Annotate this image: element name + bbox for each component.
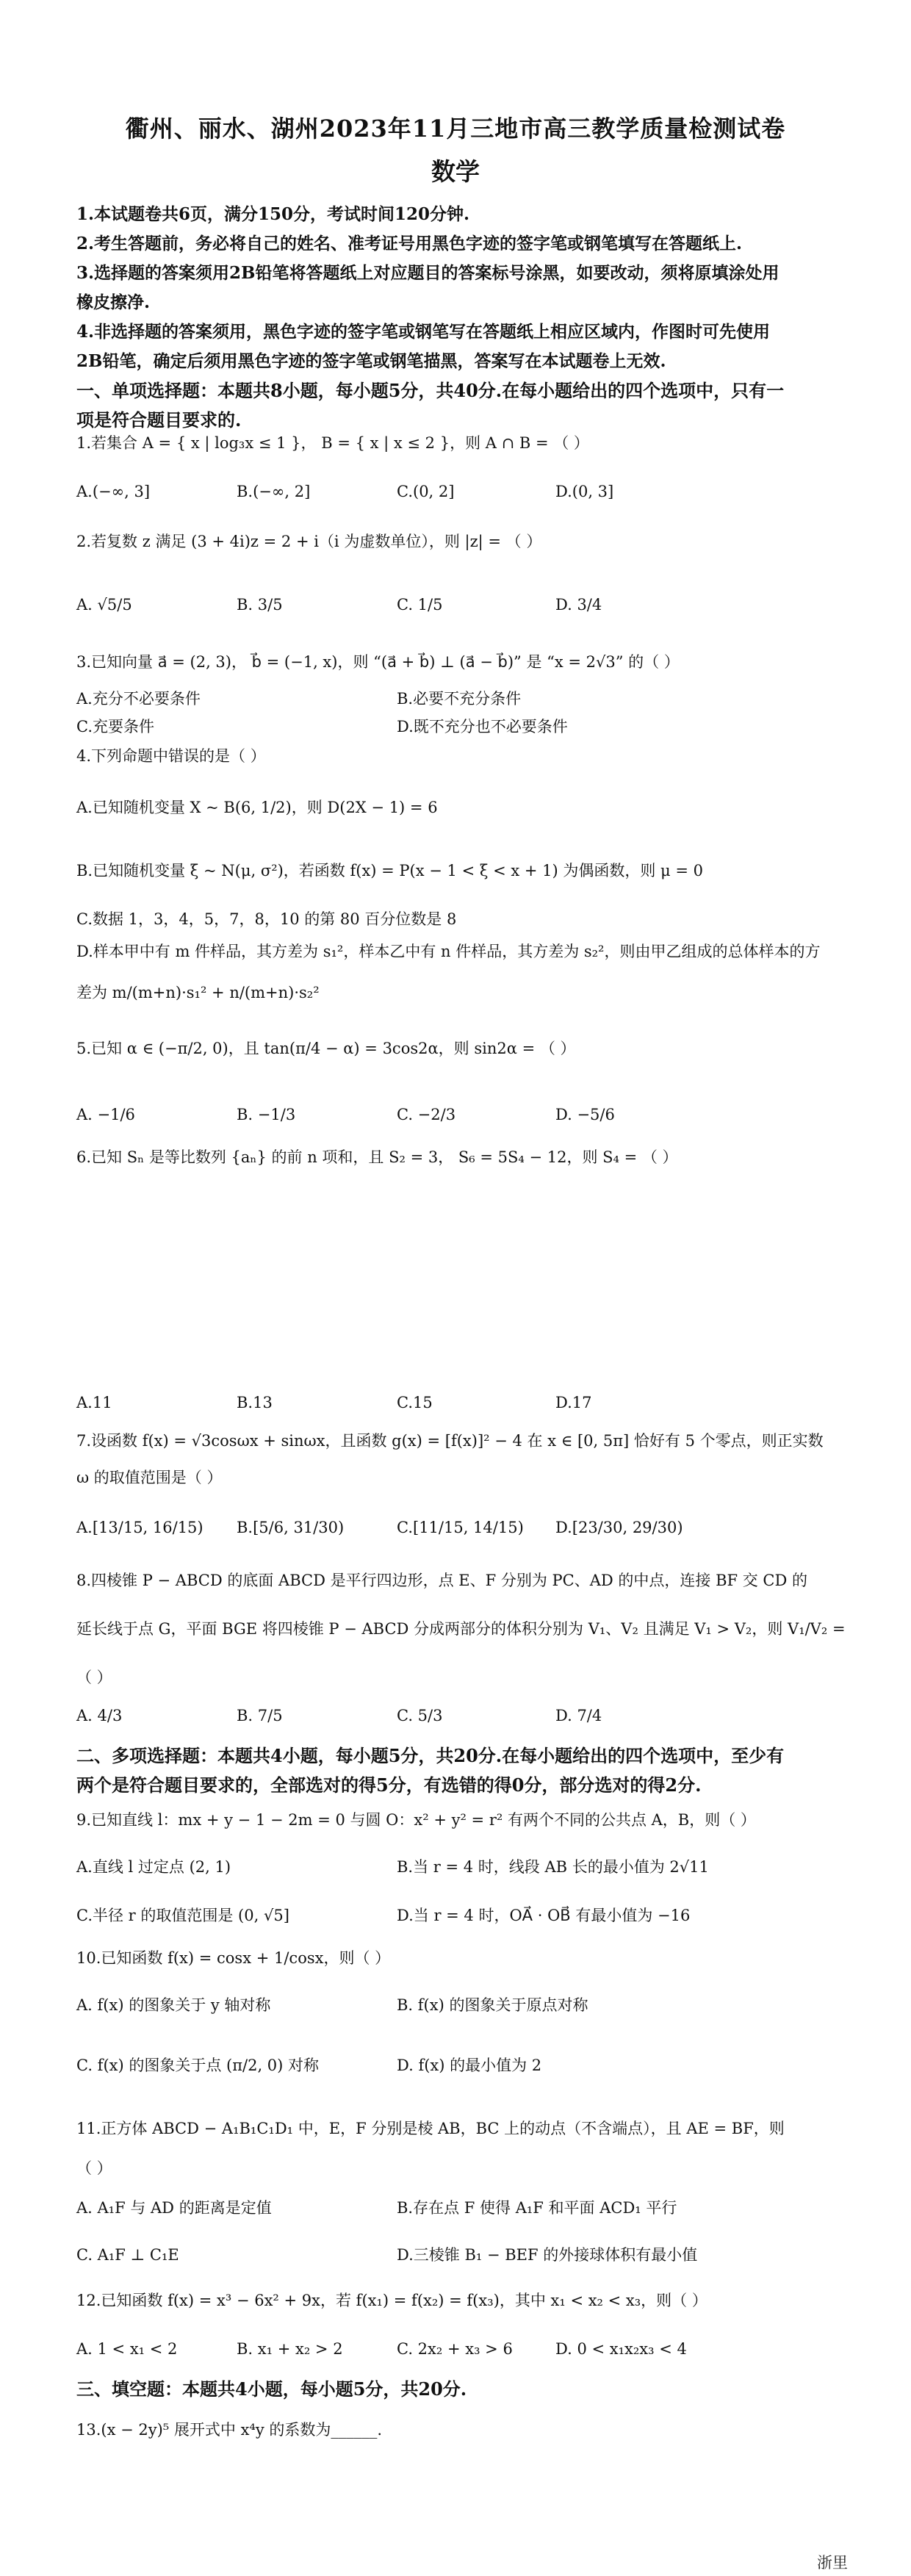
question-4-option-a: A.已知随机变量 X ~ B(6, 1/2)，则 D(2X − 1) = 6 [76, 799, 438, 816]
question-7-option-b: B.[5/6, 31/30) [237, 1519, 345, 1536]
question-10-option-d: D. f(x) 的最小值为 2 [397, 2057, 542, 2074]
exam-subject: 数学 [431, 157, 480, 186]
note-line: 2.考生答题前，务必将自己的姓名、准考证号用黑色字迹的签字笔或钢笔填写在答题纸上. [76, 234, 743, 253]
question-5-option-a: A. −1/6 [76, 1106, 135, 1123]
question-5-stem: 5.已知 α ∈ (−π/2, 0)，且 tan(π/4 − α) = 3cos2α，则 sin2α = （ ） [76, 1040, 576, 1057]
question-1-option-b: B.(−∞, 2] [237, 483, 311, 500]
question-13-stem: 13.(x − 2y)⁵ 展开式中 x⁴y 的系数为______. [76, 2421, 383, 2439]
question-12-option-d: D. 0 < x₁x₂x₃ < 4 [555, 2340, 687, 2358]
question-5-option-d: D. −5/6 [555, 1106, 615, 1123]
section-single-choice-heading-cont: 项是符合题目要求的. [76, 409, 242, 431]
question-9-option-b: B.当 r = 4 时，线段 AB 长的最小值为 2√11 [397, 1858, 709, 1876]
note-line: 4.非选择题的答案须用，黑色字迹的签字笔或钢笔写在答题纸上相应区域内，作图时可先使用 [76, 322, 771, 342]
question-9-stem: 9.已知直线 l：mx + y − 1 − 2m = 0 与圆 O：x² + y² = r² 有两个不同的公共点 A，B，则（ ） [76, 1811, 756, 1829]
question-1-stem: 1.若集合 A = { x | log₃x ≤ 1 }， B = { x | x ≤ 2 }，则 A ∩ B = （ ） [76, 434, 589, 452]
question-8-option-d: D. 7/4 [555, 1707, 602, 1724]
question-2-option-a: A. √5/5 [76, 596, 132, 614]
question-11-option-d: D.三棱锥 B₁ − BEF 的外接球体积有最小值 [397, 2246, 698, 2264]
question-1-option-d: D.(0, 3] [555, 483, 614, 500]
question-5-option-c: C. −2/3 [397, 1106, 456, 1123]
question-6-option-b: B.13 [237, 1394, 273, 1411]
question-2-option-c: C. 1/5 [397, 596, 443, 614]
question-11-option-a: A. A₁F 与 AD 的距离是定值 [76, 2199, 272, 2217]
note-line: 1.本试题卷共6页，满分150分，考试时间120分钟. [76, 204, 470, 224]
question-12-option-b: B. x₁ + x₂ > 2 [237, 2340, 343, 2358]
question-6-option-c: C.15 [397, 1394, 433, 1411]
question-7-stem: 7.设函数 f(x) = √3cosωx + sinωx，且函数 g(x) = [f(x)]² − 4 在 x ∈ [0, 5π] 恰好有 5 个零点，则正实数 [76, 1432, 824, 1450]
question-3-stem: 3.已知向量 a⃗ = (2, 3)， b⃗ = (−1, x)，则 “(a⃗ + b⃗) ⊥ (a⃗ − b⃗)” 是 “x = 2√3” 的（ ） [76, 653, 680, 671]
question-8-option-c: C. 5/3 [397, 1707, 443, 1724]
question-9-option-a: A.直线 l 过定点 (2, 1) [76, 1858, 231, 1876]
question-10-option-b: B. f(x) 的图象关于原点对称 [397, 1996, 588, 2014]
question-4-option-d: D.样本甲中有 m 件样品，其方差为 s₁²，样本乙中有 n 件样品，其方差为 s₂²，则由甲乙组成的总体样本的方 [76, 943, 821, 960]
section-multi-choice-heading: 二、多项选择题：本题共4小题，每小题5分，共20分.在每小题给出的四个选项中，至少有 [76, 1745, 785, 1766]
question-11-stem: 11.正方体 ABCD − A₁B₁C₁D₁ 中，E，F 分别是棱 AB，BC 上的动点（不含端点），且 AE = BF，则 [76, 2120, 785, 2137]
question-12-option-c: C. 2x₂ + x₃ > 6 [397, 2340, 513, 2358]
question-4-option-b: B.已知随机变量 ξ ~ N(μ, σ²)，若函数 f(x) = P(x − 1 < ξ < x + 1) 为偶函数，则 μ = 0 [76, 862, 704, 879]
section-fill-blank-heading: 三、填空题：本题共4小题，每小题5分，共20分. [76, 2378, 467, 2400]
question-11-option-b: B.存在点 F 使得 A₁F 和平面 ACD₁ 平行 [397, 2199, 677, 2217]
question-2-option-d: D. 3/4 [555, 596, 602, 614]
question-10-option-a: A. f(x) 的图象关于 y 轴对称 [76, 1996, 271, 2014]
question-1-option-a: A.(−∞, 3] [76, 483, 151, 500]
question-3-option-a: A.充分不必要条件 [76, 690, 201, 708]
question-2-stem: 2.若复数 z 满足 (3 + 4i)z = 2 + i（i 为虚数单位），则 |z| = （ ） [76, 533, 542, 550]
question-10-option-c: C. f(x) 的图象关于点 (π/2, 0) 对称 [76, 2057, 320, 2074]
question-3-option-d: D.既不充分也不必要条件 [397, 718, 568, 735]
question-9-option-d: D.当 r = 4 时，OA⃗ · OB⃗ 有最小值为 −16 [397, 1907, 691, 1924]
question-11-option-c: C. A₁F ⊥ C₁E [76, 2246, 179, 2264]
question-4-option-c: C.数据 1，3，4，5，7，8，10 的第 80 百分位数是 8 [76, 910, 457, 928]
question-9-option-c: C.半径 r 的取值范围是 (0, √5] [76, 1907, 289, 1924]
section-multi-choice-heading-cont: 两个是符合题目要求的，全部选对的得5分，有选错的得0分，部分选对的得2分. [76, 1774, 702, 1796]
question-6-option-a: A.11 [76, 1394, 112, 1411]
question-3-option-b: B.必要不充分条件 [397, 690, 522, 708]
question-11-stem-paren: （ ） [76, 2159, 112, 2177]
section-single-choice-heading: 一、单项选择题：本题共8小题，每小题5分，共40分.在每小题给出的四个选项中，只有一 [76, 380, 785, 401]
footer-watermark: 浙里 [817, 2554, 848, 2572]
question-8-stem-cont: 延长线于点 G，平面 BGE 将四棱锥 P − ABCD 分成两部分的体积分别为 V₁、V₂ 且满足 V₁ > V₂，则 V₁/V₂ = [76, 1620, 846, 1638]
question-8-stem: 8.四棱锥 P − ABCD 的底面 ABCD 是平行四边形，点 E、F 分别为 PC、AD 的中点，连接 BF 交 CD 的 [76, 1572, 808, 1589]
question-5-option-b: B. −1/3 [237, 1106, 296, 1123]
note-line: 3.选择题的答案须用2B铅笔将答题纸上对应题目的答案标号涂黑，如要改动，须将原填涂处用 [76, 263, 779, 283]
question-8-option-a: A. 4/3 [76, 1707, 123, 1724]
question-6-option-d: D.17 [555, 1394, 592, 1411]
question-4-stem: 4.下列命题中错误的是（ ） [76, 747, 266, 765]
question-1-option-c: C.(0, 2] [397, 483, 455, 500]
question-12-option-a: A. 1 < x₁ < 2 [76, 2340, 178, 2358]
question-7-stem-cont: ω 的取值范围是（ ） [76, 1469, 223, 1486]
note-line: 橡皮擦净. [76, 292, 151, 312]
exam-title: 衢州、丽水、湖州2023年11月三地市高三教学质量检测试卷 [125, 115, 786, 143]
question-2-option-b: B. 3/5 [237, 596, 283, 614]
question-6-stem: 6.已知 Sₙ 是等比数列 {aₙ} 的前 n 项和，且 S₂ = 3， S₆ = 5S₄ − 12，则 S₄ = （ ） [76, 1148, 678, 1166]
question-12-stem: 12.已知函数 f(x) = x³ − 6x² + 9x，若 f(x₁) = f(x₂) = f(x₃)，其中 x₁ < x₂ < x₃，则（ ） [76, 2292, 707, 2309]
question-8-option-b: B. 7/5 [237, 1707, 283, 1724]
question-10-stem: 10.已知函数 f(x) = cosx + 1/cosx，则（ ） [76, 1949, 391, 1967]
question-3-option-c: C.充要条件 [76, 718, 154, 735]
question-7-option-a: A.[13/15, 16/15) [76, 1519, 204, 1536]
question-7-option-d: D.[23/30, 29/30) [555, 1519, 683, 1536]
note-line: 2B铅笔，确定后须用黑色字迹的签字笔或钢笔描黑，答案写在本试题卷上无效. [76, 351, 666, 371]
question-8-stem-paren: （ ） [76, 1669, 112, 1686]
question-7-option-c: C.[11/15, 14/15) [397, 1519, 524, 1536]
question-4-option-d-cont: 差为 m/(m+n)·s₁² + n/(m+n)·s₂² [76, 984, 320, 1001]
